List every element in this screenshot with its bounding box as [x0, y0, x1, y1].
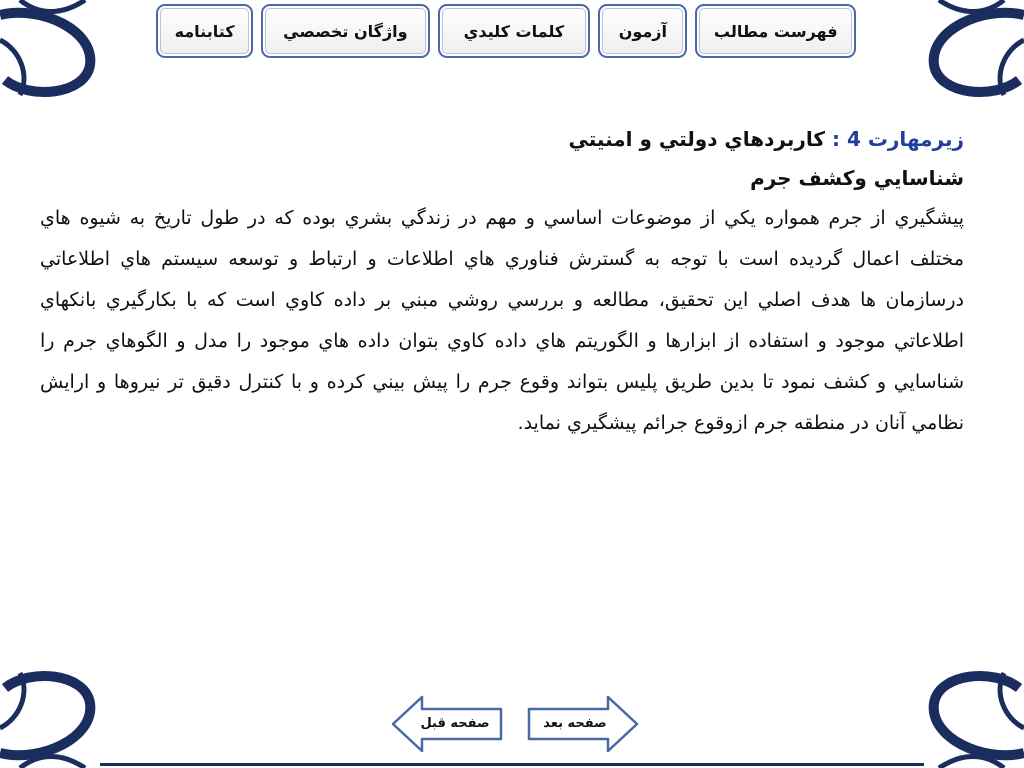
next-page-button[interactable]	[526, 694, 640, 754]
lesson-content	[40, 120, 964, 444]
section-title: كاربردهاي دولتي و امنيتي	[568, 127, 825, 151]
subskill-label: زيرمهارت 4 :	[831, 127, 964, 151]
prev-page-label: صفحه قبل	[420, 716, 490, 731]
bottom-divider	[100, 763, 924, 766]
bibliography-button[interactable]: كتابنامه	[156, 4, 253, 58]
next-page-label: صفحه بعد	[543, 716, 607, 731]
section-heading	[40, 120, 964, 158]
top-navigation	[156, 4, 856, 60]
topic-subheading: شناسايي وكشف جرم	[750, 166, 964, 190]
glossary-button[interactable]: واژگان تخصصي	[261, 4, 429, 58]
keywords-button[interactable]: كلمات كليدي	[438, 4, 591, 58]
corner-ornament-top-right	[904, 0, 1024, 100]
corner-ornament-bottom-right	[904, 668, 1024, 768]
prev-page-button[interactable]	[390, 694, 504, 754]
body-paragraph: پيشگيري از جرم همواره يكي از موضوعات اساسي و مهم در زندگي بشري بوده كه در طول تاريخ به شيوه هاي مختلف اعمال گرديده است با توجه به گسترش فناوري هاي اطلاعات و ارتباط و توسعه سيستم هاي اطلاعاتي درسازمان ها هدف اصلي اين تحقيق، مطالعه و بررسي روشي مبني بر داده كاوي است كه با بكارگيري بانكهاي اطلاعاتي موجود و استفاده از ابزارها و الگوريتم هاي داده كاوي بتوان داده هاي موجود را مدل و الگوهاي جرم را شناسايي و كشف نمود تا بدين طريق پليس بتواند وقوع جرم را پيش بيني كرده و با كنترل دقيق تر نيروها و ارايش نظامي آنان در منطقه جرم ازوقوع جرائم پيشگيري نمايد.	[40, 207, 964, 434]
corner-ornament-top-left	[0, 0, 120, 100]
toc-button[interactable]: فهرست مطالب	[695, 4, 856, 58]
corner-ornament-bottom-left	[0, 668, 120, 768]
exam-button[interactable]: آزمون	[598, 4, 687, 58]
page-navigation	[390, 694, 640, 754]
